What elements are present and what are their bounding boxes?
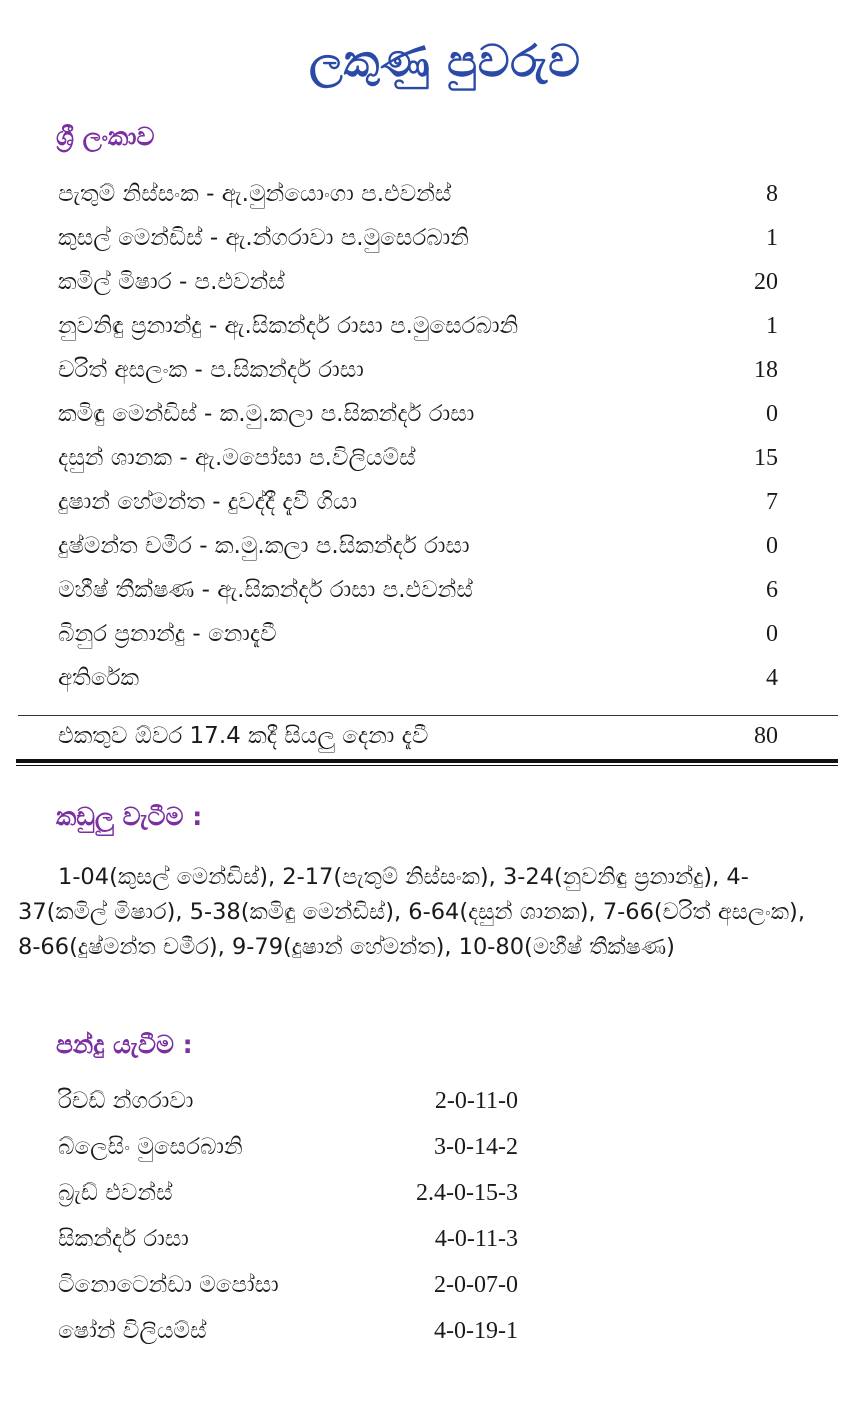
batter-dismissal: පැතුම් නිස්සංක - ඇ.මුන්යොංගා ප.එවන්ස් (58, 181, 452, 207)
bowling-row (58, 1124, 518, 1170)
batter-runs: 0 (766, 400, 778, 427)
batter-dismissal: කමිඳු මෙන්ඩිස් - ක.මු.කලා ප.සිකන්දර් රාසා (58, 401, 475, 427)
fow-heading: කඩුලු වැටීම : (56, 802, 203, 831)
batter-runs: 1 (766, 312, 778, 339)
batter-runs: 15 (754, 444, 778, 471)
team-heading: ශ්‍රී ලංකාව (56, 122, 155, 151)
batter-runs: 8 (766, 180, 778, 207)
bowler-name: බ්ලෙසිං මුසෙරබානි (58, 1134, 243, 1160)
batting-row (58, 392, 778, 436)
bowler-figures: 2.4-0-15-3 (416, 1179, 518, 1206)
batter-dismissal: චරිත් අසලංක - ප.සිකන්දර් රාසා (58, 357, 364, 383)
bowling-list (58, 1078, 518, 1354)
extras-runs: 4 (766, 664, 778, 691)
batting-row (58, 172, 778, 216)
bowler-figures: 3-0-14-2 (434, 1133, 518, 1160)
total-row (58, 716, 778, 756)
fall-of-wickets-text: 1-04(කුසල් මෙන්ඩිස්), 2-17(පැතුම් නිස්සංක), 3-24(නුවනිඳු ප්‍රනාන්දු), 4-37(කමිල් මිෂාර), 5-38(කමිඳු මෙන්ඩිස්), 6-64(දසුන් ශානක), 7-66(චරිත් අසලංක), 8-66(දුෂ්මන්ත චමීර), 9-79(දුෂාන් හේමන්ත), 10-80(මහීෂ් තීක්ෂණ) (18, 864, 805, 960)
bowling-row (58, 1216, 518, 1262)
batting-row (58, 436, 778, 480)
batter-dismissal: කුසල් මෙන්ඩිස් - ඇ.න්ගරාවා ප.මුසෙරබානි (58, 225, 469, 251)
bowler-name: සිකන්දර් රාසා (58, 1226, 189, 1252)
batter-dismissal: දුෂ්මන්ත චමීර - ක.මු.කලා ප.සිකන්දර් රාසා (58, 533, 470, 559)
batter-runs: 18 (754, 356, 778, 383)
bowler-figures: 4-0-11-3 (434, 1225, 518, 1252)
batter-runs: 7 (766, 488, 778, 515)
batter-dismissal: දසුන් ශානක - ඇ.මපෝසා ප.විලියම්ස් (58, 445, 416, 471)
batter-runs: 20 (754, 268, 778, 295)
total-runs: 80 (754, 722, 778, 749)
extras-row (58, 656, 778, 700)
bowler-figures: 4-0-19-1 (434, 1317, 518, 1344)
batter-runs: 1 (766, 224, 778, 251)
batting-row (58, 260, 778, 304)
batting-row (58, 480, 778, 524)
batting-row (58, 348, 778, 392)
batting-row (58, 524, 778, 568)
batter-dismissal: කමිල් මිෂාර - ප.එවන්ස් (58, 269, 285, 295)
bowling-heading: පන්දු යැවීම : (56, 1030, 193, 1059)
batter-dismissal: දුෂාන් හේමන්ත - දුවද්දී දැවී ගියා (58, 489, 358, 515)
bowler-name: ටිනොටෙන්ඩා මපෝසා (58, 1272, 279, 1298)
page-title: ලකුණු පුවරුව (309, 36, 581, 87)
bowling-row (58, 1308, 518, 1354)
batting-row (58, 568, 778, 612)
batting-row (58, 216, 778, 260)
bowler-name: රිචඩ් න්ගරාවා (58, 1088, 194, 1114)
batter-runs: 0 (766, 532, 778, 559)
bowling-row (58, 1078, 518, 1124)
bowler-name: ෂෝන් විලියම්ස් (58, 1318, 207, 1344)
total-label: එකතුව ඕවර 17.4 කදී සියලු දෙනා දැවී (58, 723, 429, 749)
bowler-figures: 2-0-11-0 (434, 1087, 518, 1114)
extras-label: අතිරේක (58, 665, 140, 691)
batting-row (58, 612, 778, 656)
bowler-figures: 2-0-07-0 (434, 1271, 518, 1298)
total-divider-bottom (16, 759, 838, 766)
bowler-name: බ්‍රැඩ් එවන්ස් (58, 1180, 173, 1206)
batting-row (58, 304, 778, 348)
batter-dismissal: බිනුර ප්‍රනාන්දු - නොදැවී (58, 621, 277, 647)
bowling-row (58, 1170, 518, 1216)
batter-dismissal: මහීෂ් තීක්ෂණ - ඇ.සිකන්දර් රාසා ප.එවන්ස් (58, 577, 473, 603)
batting-list (58, 172, 778, 700)
batter-runs: 0 (766, 620, 778, 647)
batter-dismissal: නුවනිඳු ප්‍රනාන්දු - ඇ.සිකන්දර් රාසා ප.මුසෙරබානි (58, 313, 519, 339)
batter-runs: 6 (766, 576, 778, 603)
bowling-row (58, 1262, 518, 1308)
